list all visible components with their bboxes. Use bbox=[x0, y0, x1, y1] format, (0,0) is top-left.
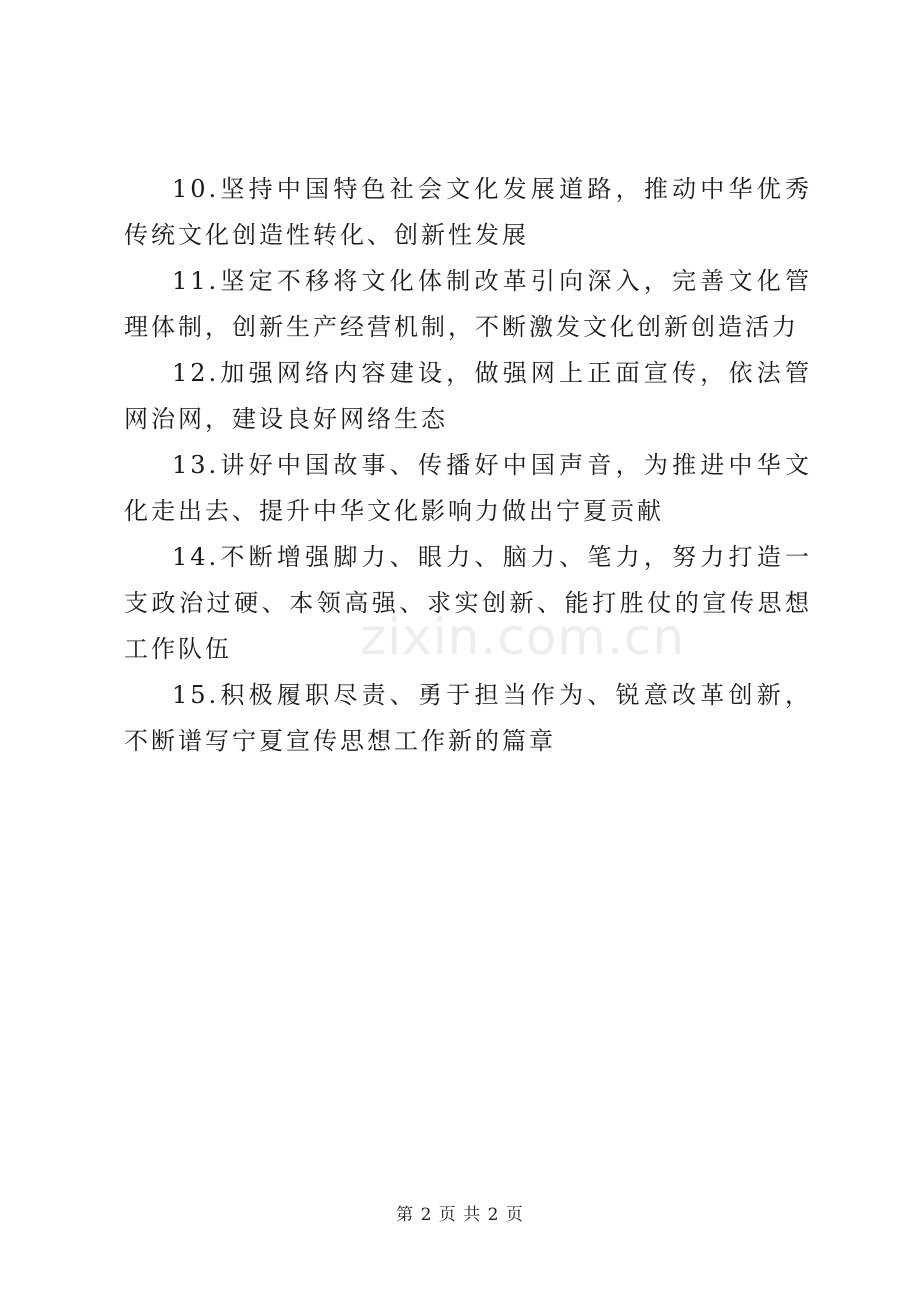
list-item: 11.坚定不移将文化体制改革引向深入，完善文化管理体制，创新生产经营机制，不断激发文化创新创造活力 bbox=[124, 267, 812, 341]
list-item: 10.坚持中国特色社会文化发展道路，推动中华优秀传统文化创造性转化、创新性发展 bbox=[124, 175, 812, 249]
list-item: 15.积极履职尽责、勇于担当作为、锐意改革创新，不断谱写宁夏宣传思想工作新的篇章 bbox=[124, 681, 812, 755]
watermark: zixin.com.cn bbox=[360, 608, 686, 666]
list-item: 14.不断增强脚力、眼力、脑力、笔力，努力打造一支政治过硬、本领高强、求实创新、能打胜仗的宣传思想工作队伍 bbox=[124, 543, 812, 663]
list-item: 13.讲好中国故事、传播好中国声音，为推进中华文化走出去、提升中华文化影响力做出宁夏贡献 bbox=[124, 451, 812, 525]
list-item: 12.加强网络内容建设，做强网上正面宣传，依法管网治网，建设良好网络生态 bbox=[124, 359, 812, 433]
item-list bbox=[124, 166, 812, 764]
page-footer: 第 2 页 共 2 页 bbox=[396, 1205, 524, 1225]
